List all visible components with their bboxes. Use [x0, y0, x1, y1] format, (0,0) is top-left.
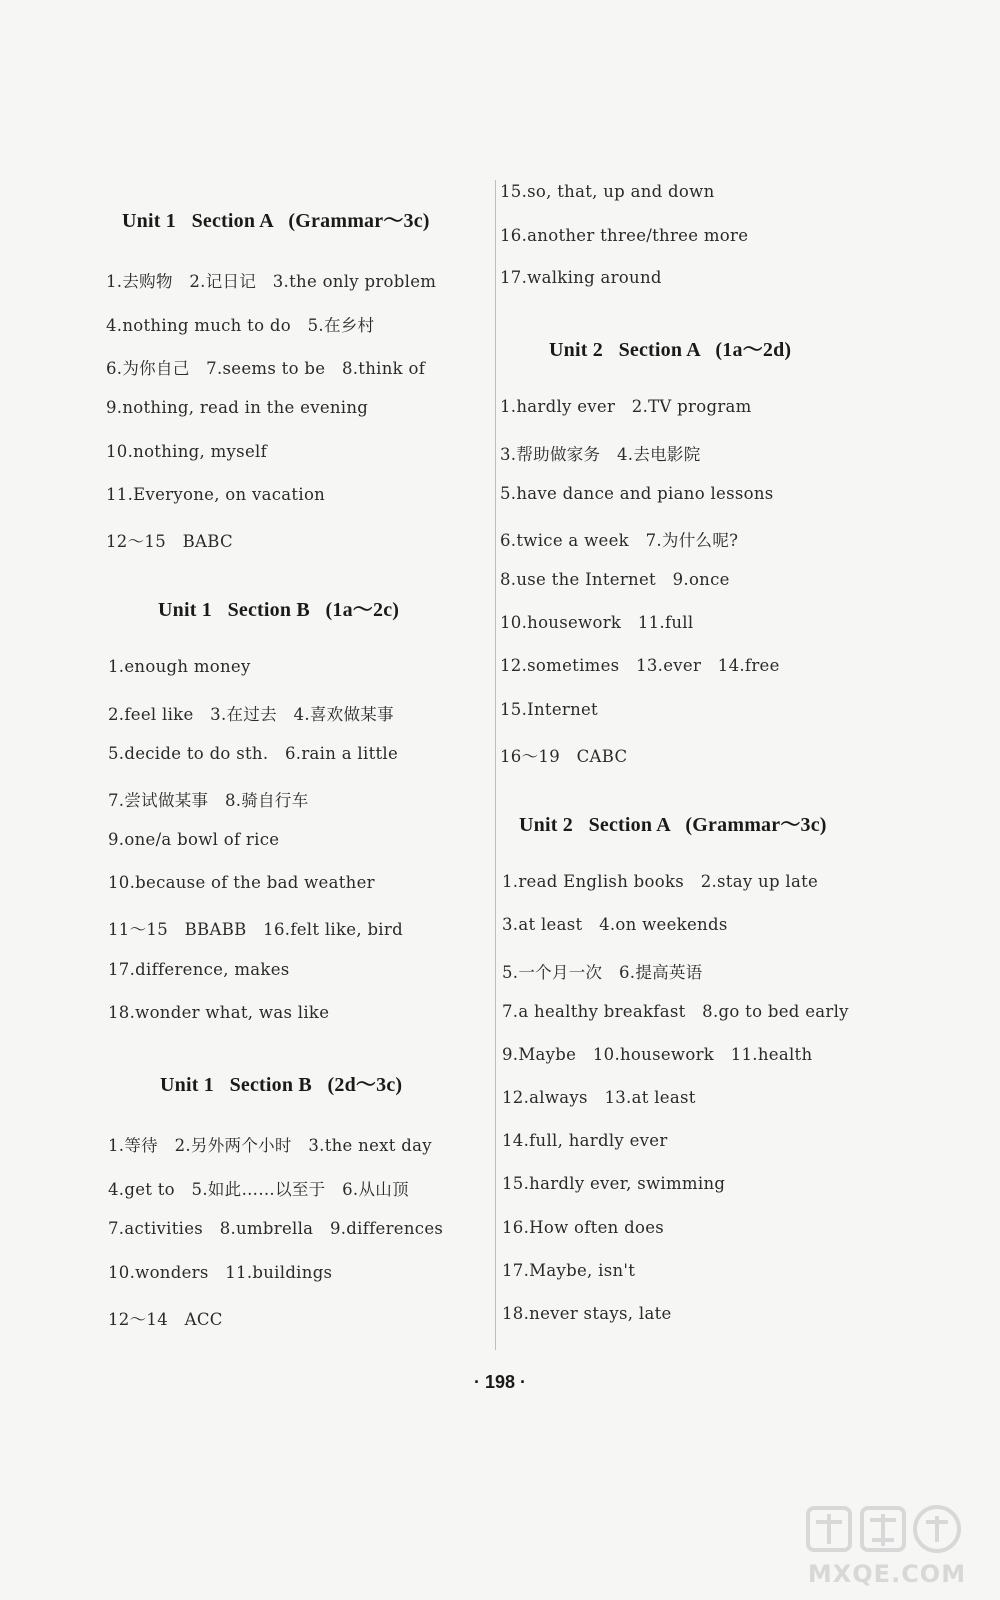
answer-line: 2.feel like 3.在过去 4.喜欢做某事	[108, 705, 394, 724]
answer-line: 1.hardly ever 2.TV program	[500, 397, 752, 416]
answer-line: 16～19 CABC	[500, 747, 628, 766]
answer-line: 3.at least 4.on weekends	[502, 915, 728, 934]
section-heading: Unit 2 Section A (1a～2d)	[549, 339, 792, 361]
answer-line: 12.sometimes 13.ever 14.free	[500, 656, 780, 675]
answer-line: 1.enough money	[108, 657, 251, 676]
watermark-logo-icon	[802, 1502, 972, 1590]
answer-line: 16.How often does	[502, 1218, 665, 1237]
answer-line: 11～15 BBABB 16.felt like, bird	[108, 920, 403, 939]
answer-line: 12～14 ACC	[108, 1310, 223, 1329]
answer-line: 12.always 13.at least	[502, 1088, 696, 1107]
answer-line: 17.walking around	[500, 268, 662, 287]
answer-line: 9.Maybe 10.housework 11.health	[502, 1045, 813, 1064]
answer-line: 15.hardly ever, swimming	[502, 1174, 726, 1193]
answer-line: 16.another three/three more	[500, 226, 749, 245]
answer-line: 18.never stays, late	[502, 1304, 672, 1323]
answer-line: 15.Internet	[500, 700, 598, 719]
answer-line: 1.等待 2.另外两个小时 3.the next day	[108, 1136, 432, 1155]
answer-line: 9.one/a bowl of rice	[108, 830, 280, 849]
answer-line: 1.read English books 2.stay up late	[502, 872, 819, 891]
answer-line: 14.full, hardly ever	[502, 1131, 668, 1150]
svg-text:MXQE.COM: MXQE.COM	[807, 1560, 967, 1588]
answer-line: 12～15 BABC	[106, 532, 233, 551]
section-heading: Unit 1 Section B (2d～3c)	[160, 1074, 403, 1096]
column-divider	[495, 180, 496, 1350]
answer-line: 17.Maybe, isn't	[502, 1261, 636, 1280]
answer-line: 8.use the Internet 9.once	[500, 570, 730, 589]
answer-line: 5.have dance and piano lessons	[500, 484, 774, 503]
answer-line: 7.尝试做某事 8.骑自行车	[108, 791, 309, 810]
answer-line: 5.decide to do sth. 6.rain a little	[108, 744, 399, 763]
answer-line: 1.去购物 2.记日记 3.the only problem	[106, 272, 437, 291]
answer-line: 11.Everyone, on vacation	[106, 485, 326, 504]
answer-line: 7.activities 8.umbrella 9.differences	[108, 1219, 444, 1238]
answer-line: 5.一个月一次 6.提高英语	[502, 963, 703, 982]
answer-line: 9.nothing, read in the evening	[106, 398, 369, 417]
section-heading: Unit 2 Section A (Grammar～3c)	[519, 814, 827, 836]
answer-line: 18.wonder what, was like	[108, 1003, 330, 1022]
section-heading: Unit 1 Section B (1a～2c)	[158, 599, 400, 621]
answer-line: 10.housework 11.full	[500, 613, 694, 632]
answer-line: 10.because of the bad weather	[108, 873, 375, 892]
answer-line: 4.get to 5.如此……以至于 6.从山顶	[108, 1180, 409, 1199]
section-heading: Unit 1 Section A (Grammar～3c)	[122, 210, 430, 232]
answer-line: 7.a healthy breakfast 8.go to bed early	[502, 1002, 849, 1021]
answer-line: 3.帮助做家务 4.去电影院	[500, 445, 701, 464]
answer-line: 6.twice a week 7.为什么呢?	[500, 531, 739, 550]
page-number: · 198 ·	[473, 1372, 527, 1392]
answer-line: 17.difference, makes	[108, 960, 290, 979]
answer-line: 10.wonders 11.buildings	[108, 1263, 333, 1282]
answer-line: 4.nothing much to do 5.在乡村	[106, 316, 375, 335]
answer-line: 10.nothing, myself	[106, 442, 267, 461]
answer-line: 15.so, that, up and down	[500, 182, 715, 201]
answer-line: 6.为你自己 7.seems to be 8.think of	[106, 359, 426, 378]
